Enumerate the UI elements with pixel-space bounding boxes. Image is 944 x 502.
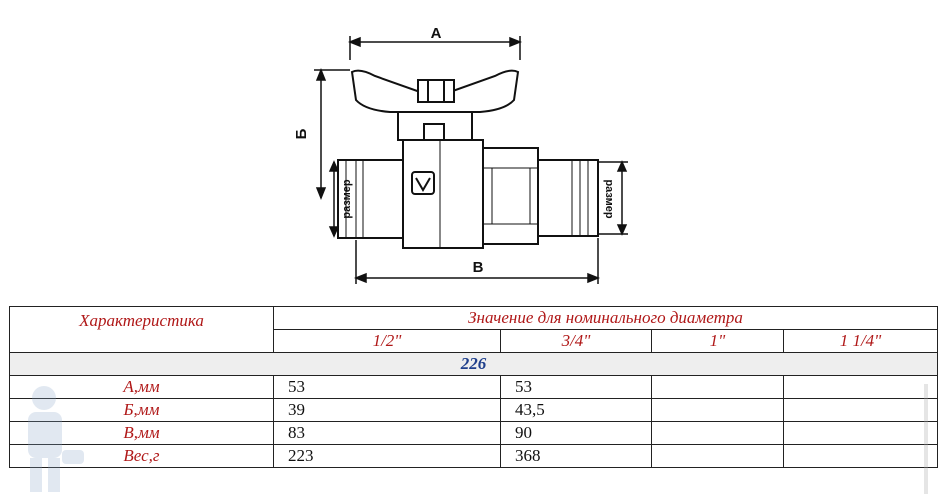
model-row: [10, 353, 938, 376]
table-cell: [784, 376, 938, 399]
valve-body: [338, 140, 598, 248]
table-cell: 53: [501, 376, 652, 399]
table-row: [10, 422, 938, 445]
size-header: 1/2": [274, 330, 501, 353]
table-cell: 53: [274, 376, 501, 399]
table-cell: [652, 422, 784, 445]
row-label: A,мм: [10, 376, 274, 399]
size-label-right: размер: [603, 179, 615, 219]
header-characteristic: Характеристика: [10, 307, 274, 353]
dimension-a-label: A: [430, 25, 442, 42]
table-cell: [652, 445, 784, 468]
table-cell: 223: [274, 445, 501, 468]
row-label: B,мм: [10, 422, 274, 445]
table-cell: 43,5: [501, 399, 652, 422]
spec-table: [9, 306, 938, 468]
size-header: 1": [652, 330, 784, 353]
size-header: 1 1/4": [784, 330, 938, 353]
model-number: 226: [10, 353, 938, 376]
row-label: Б,мм: [10, 399, 274, 422]
plumber-watermark-icon: [6, 380, 86, 498]
table-row: [10, 376, 938, 399]
table-cell: [784, 445, 938, 468]
size-label-left: размер: [341, 179, 353, 219]
size-header: 3/4": [501, 330, 652, 353]
table-cell: [652, 376, 784, 399]
row-label: Вес,г: [10, 445, 274, 468]
table-row: [10, 399, 938, 422]
table-cell: 39: [274, 399, 501, 422]
table-cell: 90: [501, 422, 652, 445]
site-watermark-icon: [918, 384, 934, 494]
valve-handle: [352, 71, 518, 140]
table-cell: 368: [501, 445, 652, 468]
size-dimension-left: [330, 162, 338, 236]
table-row: [10, 445, 938, 468]
dimension-b-side-label: Б: [293, 128, 310, 140]
table-header-row: [10, 307, 938, 330]
table-cell: 83: [274, 422, 501, 445]
header-values: Значение для номинального диаметра: [274, 307, 938, 330]
table-cell: [784, 422, 938, 445]
table-cell: [652, 399, 784, 422]
table-cell: [784, 399, 938, 422]
dimension-b-bottom-label: B: [472, 259, 484, 276]
